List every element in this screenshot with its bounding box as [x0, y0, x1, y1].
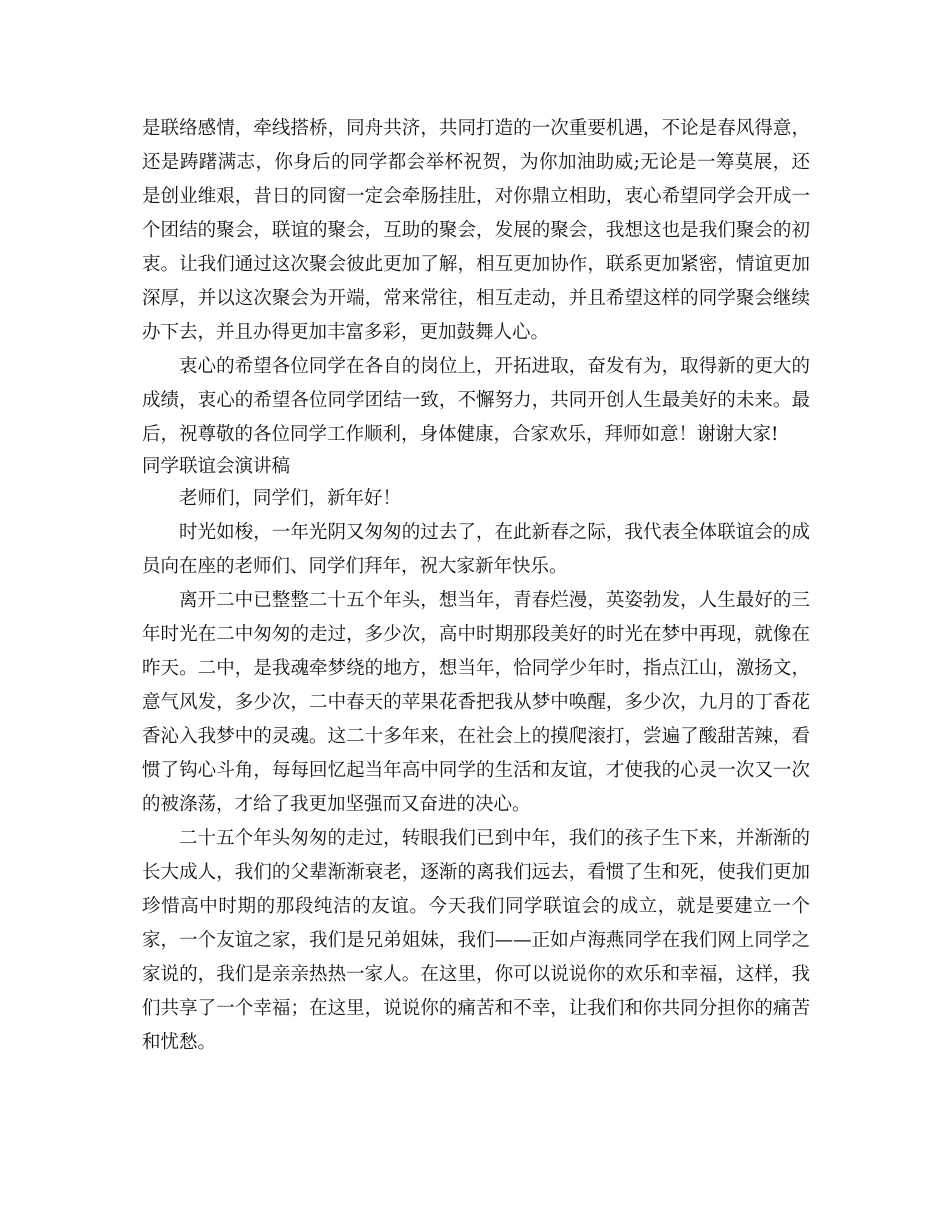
paragraph-continuation: 是联络感情，牵线搭桥，同舟共济，共同打造的一次重要机遇，不论是春风得意，还是踌躇满志，你身后的同学都会举杯祝贺，为你加油助威;无论是一筹莫展，还是创业维艰，昔日的同窗一定会牵肠挂肚，对你鼎立相助，衷心希望同学会开成一个团结的聚会，联谊的聚会，互助的聚会，发展的聚会，我想这也是我们聚会的初衷。让我们通过这次聚会彼此更加了解，相互更加协作，联系更加紧密，情谊更加深厚，并以这次聚会为开端，常来常往，相互走动，并且希望这样的同学聚会继续办下去，并且办得更加丰富多彩，更加鼓舞人心。 [142, 118, 810, 343]
document-page [142, 112, 810, 1060]
paragraph-greeting: 老师们，同学们，新年好！ [179, 488, 402, 509]
paragraph-friendship: 二十五个年头匆匆的走过，转眼我们已到中年，我们的孩子生下来，并渐渐的长大成人，我们的父辈渐渐衰老，逐渐的离我们远去，看惯了生和死，使我们更加珍惜高中时期的那段纯洁的友谊。今天我们同学联谊会的成立，就是要建立一个家，一个友谊之家，我们是兄弟姐妹，我们——正如卢海燕同学在我们网上同学之家说的，我们是亲亲热热一家人。在这里，你可以说说你的欢乐和幸福，这样，我们共享了一个幸福；在这里，说说你的痛苦和不幸，让我们和你共同分担你的痛苦和忧愁。 [142, 828, 810, 1053]
section-title: 同学联谊会演讲稿 [142, 456, 291, 477]
paragraph-memories: 离开二中已整整二十五个年头，想当年，青春烂漫，英姿勃发，人生最好的三年时光在二中匆匆的走过，多少次，高中时期那段美好的时光在梦中再现，就像在昨天。二中，是我魂牵梦绕的地方，想当年，恰同学少年时，指点江山，激扬文，意气风发，多少次，二中春天的苹果花香把我从梦中唤醒，多少次，九月的丁香花香沁入我梦中的灵魂。这二十多年来，在社会上的摸爬滚打，尝遍了酸甜苦辣，看惯了钩心斗角，每每回忆起当年高中同学的生活和友谊，才使我的心灵一次又一次的被涤荡，才给了我更加坚强而又奋进的决心。 [142, 590, 810, 815]
paragraph-new-year: 时光如梭，一年光阴又匆匆的过去了，在此新春之际，我代表全体联谊会的成员向在座的老师们、同学们拜年，祝大家新年快乐。 [142, 522, 810, 577]
paragraph-closing-wishes: 衷心的希望各位同学在各自的岗位上，开拓进取，奋发有为，取得新的更大的成绩，衷心的希望各位同学团结一致，不懈努力，共同开创人生最美好的未来。最后，祝尊敬的各位同学工作顺利，身体健康，合家欢乐，拜师如意！谢谢大家! [142, 356, 810, 445]
